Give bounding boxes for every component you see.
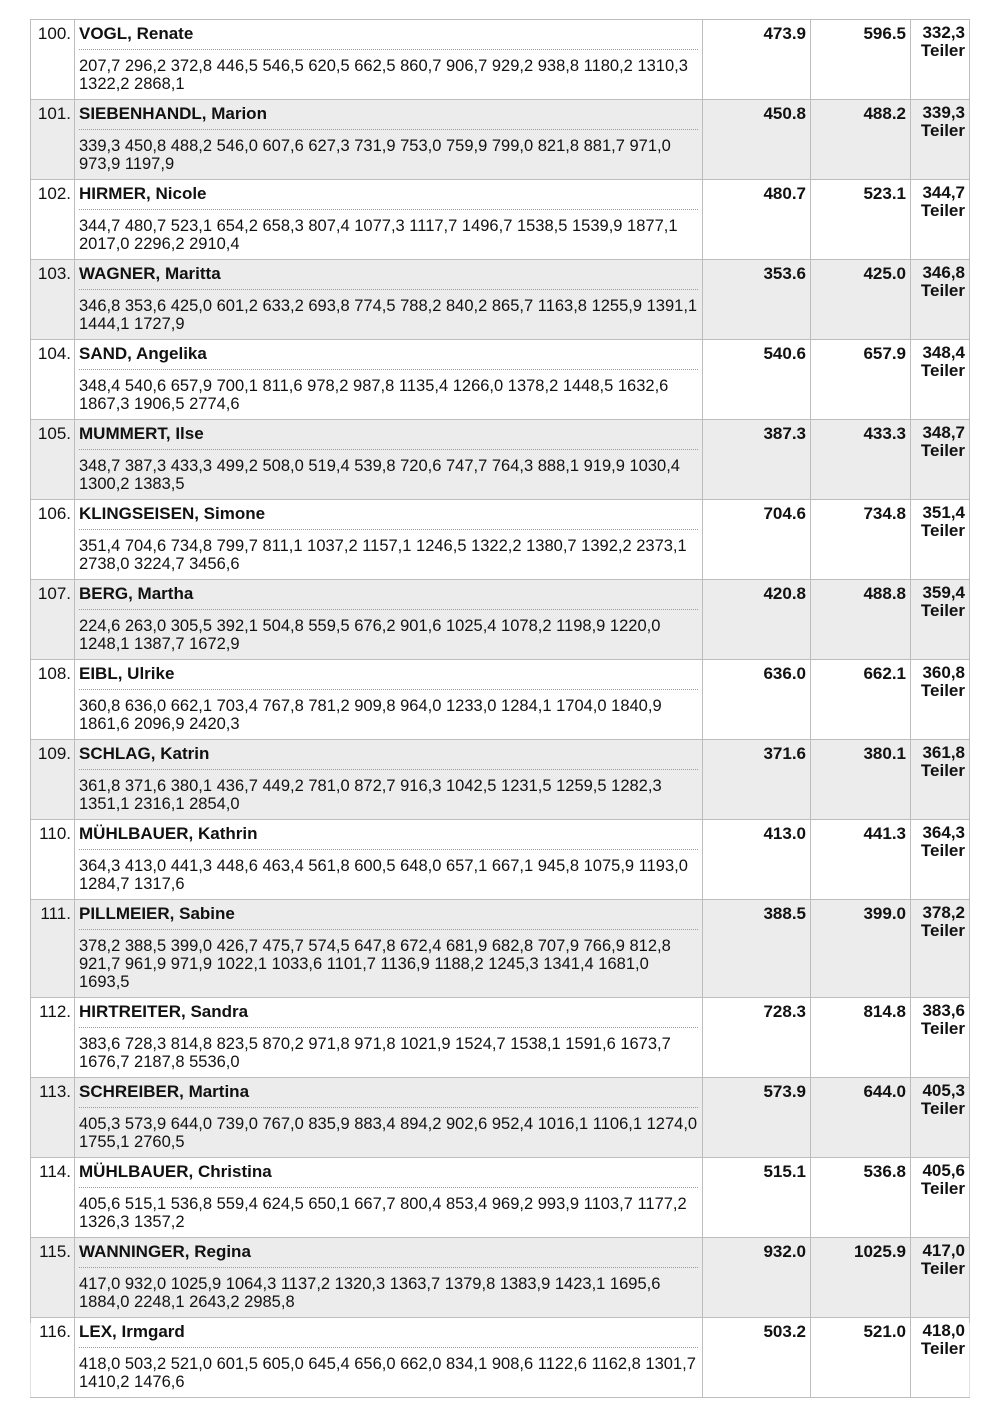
value-2-cell: 441.3	[811, 820, 911, 899]
value-2-cell: 536.8	[811, 1158, 911, 1237]
shooter-name: MUMMERT, Ilse	[79, 424, 698, 450]
shooter-cell	[75, 1158, 703, 1237]
shot-series: 348,4 540,6 657,9 700,1 811,6 978,2 987,8 1135,4 1266,0 1378,2 1448,5 1632,6 1867,3 1906,5 2774,6	[79, 377, 669, 413]
value-1-cell: 704.6	[703, 500, 811, 579]
value-1-cell: 371.6	[703, 740, 811, 819]
best-teiler-value: 359,4	[922, 583, 965, 602]
best-teiler-cell	[911, 100, 969, 179]
value-1-cell: 420.8	[703, 580, 811, 659]
teiler-unit-label: Teiler	[920, 201, 965, 220]
shooter-cell	[75, 420, 703, 499]
value-1-cell: 387.3	[703, 420, 811, 499]
shooter-name: HIRTREITER, Sandra	[79, 1002, 698, 1028]
table-row	[30, 259, 970, 339]
best-teiler-cell	[911, 580, 969, 659]
best-teiler-value: 351,4	[922, 503, 965, 522]
table-row	[30, 1237, 970, 1317]
rank-cell: 111.	[31, 900, 75, 997]
teiler-unit-label: Teiler	[920, 1179, 965, 1198]
best-teiler-cell	[911, 998, 969, 1077]
rank-cell: 110.	[31, 820, 75, 899]
best-teiler-cell	[911, 340, 969, 419]
rank-cell: 112.	[31, 998, 75, 1077]
teiler-unit-label: Teiler	[920, 121, 965, 140]
shooter-name: WAGNER, Maritta	[79, 264, 698, 290]
shooter-name: SAND, Angelika	[79, 344, 698, 370]
rank-cell: 102.	[31, 180, 75, 259]
shot-series: 383,6 728,3 814,8 823,5 870,2 971,8 971,8 1021,9 1524,7 1538,1 1591,6 1673,7 1676,7 2187,8 5536,0	[79, 1035, 671, 1071]
rank-cell: 103.	[31, 260, 75, 339]
table-row	[30, 1157, 970, 1237]
shooter-name: SIEBENHANDL, Marion	[79, 104, 698, 130]
shot-series: 348,7 387,3 433,3 499,2 508,0 519,4 539,8 720,6 747,7 764,3 888,1 919,9 1030,4 1300,2 1383,5	[79, 457, 680, 493]
value-1-cell: 515.1	[703, 1158, 811, 1237]
shooter-cell	[75, 1078, 703, 1157]
value-1-cell: 728.3	[703, 998, 811, 1077]
value-2-cell: 814.8	[811, 998, 911, 1077]
value-2-cell: 425.0	[811, 260, 911, 339]
teiler-unit-label: Teiler	[920, 601, 965, 620]
value-1-cell: 353.6	[703, 260, 811, 339]
table-row	[30, 499, 970, 579]
shooter-cell	[75, 740, 703, 819]
best-teiler-value: 405,6	[922, 1161, 965, 1180]
rank-cell: 100.	[31, 20, 75, 99]
value-1-cell: 388.5	[703, 900, 811, 997]
best-teiler-cell	[911, 500, 969, 579]
rank-cell: 113.	[31, 1078, 75, 1157]
shot-series: 360,8 636,0 662,1 703,4 767,8 781,2 909,8 964,0 1233,0 1284,1 1704,0 1840,9 1861,6 2096,9 2420,3	[79, 697, 662, 733]
shooter-name: EIBL, Ulrike	[79, 664, 698, 690]
shot-series: 405,6 515,1 536,8 559,4 624,5 650,1 667,7 800,4 853,4 969,2 993,9 1103,7 1177,2 1326,3 1357,2	[79, 1195, 687, 1231]
shooter-name: SCHREIBER, Martina	[79, 1082, 698, 1108]
table-row	[30, 997, 970, 1077]
results-table	[30, 19, 970, 1398]
value-2-cell: 1025.9	[811, 1238, 911, 1317]
shot-series: 224,6 263,0 305,5 392,1 504,8 559,5 676,2 901,6 1025,4 1078,2 1198,9 1220,0 1248,1 1387,7 1672,9	[79, 617, 661, 653]
shooter-name: KLINGSEISEN, Simone	[79, 504, 698, 530]
teiler-unit-label: Teiler	[920, 361, 965, 380]
shooter-name: SCHLAG, Katrin	[79, 744, 698, 770]
value-2-cell: 488.2	[811, 100, 911, 179]
value-2-cell: 521.0	[811, 1318, 911, 1397]
value-1-cell: 413.0	[703, 820, 811, 899]
best-teiler-cell	[911, 660, 969, 739]
best-teiler-value: 348,4	[922, 343, 965, 362]
best-teiler-value: 344,7	[922, 183, 965, 202]
shooter-cell	[75, 660, 703, 739]
shooter-name: PILLMEIER, Sabine	[79, 904, 698, 930]
best-teiler-value: 360,8	[922, 663, 965, 682]
table-row	[30, 739, 970, 819]
value-2-cell: 523.1	[811, 180, 911, 259]
shooter-name: LEX, Irmgard	[79, 1322, 698, 1348]
best-teiler-cell	[911, 1158, 969, 1237]
shooter-cell	[75, 998, 703, 1077]
value-2-cell: 399.0	[811, 900, 911, 997]
teiler-unit-label: Teiler	[920, 841, 965, 860]
teiler-unit-label: Teiler	[920, 441, 965, 460]
value-2-cell: 662.1	[811, 660, 911, 739]
shot-series: 351,4 704,6 734,8 799,7 811,1 1037,2 1157,1 1246,5 1322,2 1380,7 1392,2 2373,1 2738,0 3224,7 3456,6	[79, 537, 687, 573]
rank-cell: 106.	[31, 500, 75, 579]
teiler-unit-label: Teiler	[920, 1339, 965, 1358]
teiler-unit-label: Teiler	[920, 41, 965, 60]
value-1-cell: 473.9	[703, 20, 811, 99]
teiler-unit-label: Teiler	[920, 921, 965, 940]
best-teiler-cell	[911, 180, 969, 259]
best-teiler-value: 405,3	[922, 1081, 965, 1100]
rank-cell: 115.	[31, 1238, 75, 1317]
best-teiler-cell	[911, 820, 969, 899]
teiler-unit-label: Teiler	[920, 681, 965, 700]
table-row	[30, 899, 970, 997]
teiler-unit-label: Teiler	[920, 1019, 965, 1038]
shooter-cell	[75, 580, 703, 659]
shooter-name: MÜHLBAUER, Kathrin	[79, 824, 698, 850]
shot-series: 361,8 371,6 380,1 436,7 449,2 781,0 872,7 916,3 1042,5 1231,5 1259,5 1282,3 1351,1 2316,1 2854,0	[79, 777, 662, 813]
rank-cell: 105.	[31, 420, 75, 499]
table-row	[30, 819, 970, 899]
shooter-cell	[75, 20, 703, 99]
best-teiler-cell	[911, 1238, 969, 1317]
value-2-cell: 433.3	[811, 420, 911, 499]
best-teiler-cell	[911, 900, 969, 997]
value-1-cell: 932.0	[703, 1238, 811, 1317]
best-teiler-value: 339,3	[922, 103, 965, 122]
shot-series: 418,0 503,2 521,0 601,5 605,0 645,4 656,0 662,0 834,1 908,6 1122,6 1162,8 1301,7 1410,2 1476,6	[79, 1355, 696, 1391]
value-1-cell: 573.9	[703, 1078, 811, 1157]
page-footer-area	[30, 1323, 970, 1397]
shot-series: 378,2 388,5 399,0 426,7 475,7 574,5 647,8 672,4 681,9 682,8 707,9 766,9 812,8 921,7 961,9 971,9 1022,1 1033,6 1101,7 1136,9 1188,2 1245,3 1341,4 1681,0 1693,5	[79, 937, 671, 991]
rank-cell: 116.	[31, 1318, 75, 1397]
shooter-name: BERG, Martha	[79, 584, 698, 610]
best-teiler-value: 332,3	[922, 23, 965, 42]
teiler-unit-label: Teiler	[920, 1259, 965, 1278]
shooter-cell	[75, 820, 703, 899]
shooter-name: VOGL, Renate	[79, 24, 698, 50]
shooter-cell	[75, 100, 703, 179]
shooter-cell	[75, 500, 703, 579]
shot-series: 346,8 353,6 425,0 601,2 633,2 693,8 774,5 788,2 840,2 865,7 1163,8 1255,9 1391,1 1444,1 1727,9	[79, 297, 698, 333]
table-row	[30, 99, 970, 179]
shot-series: 405,3 573,9 644,0 739,0 767,0 835,9 883,4 894,2 902,6 952,4 1016,1 1106,1 1274,0 1755,1 2760,5	[79, 1115, 698, 1151]
rank-cell: 109.	[31, 740, 75, 819]
best-teiler-cell	[911, 20, 969, 99]
best-teiler-cell	[911, 420, 969, 499]
teiler-unit-label: Teiler	[920, 761, 965, 780]
value-2-cell: 596.5	[811, 20, 911, 99]
table-row	[30, 579, 970, 659]
best-teiler-value: 346,8	[922, 263, 965, 282]
best-teiler-value: 383,6	[922, 1001, 965, 1020]
rank-cell: 107.	[31, 580, 75, 659]
value-1-cell: 503.2	[703, 1318, 811, 1397]
value-2-cell: 488.8	[811, 580, 911, 659]
shooter-cell	[75, 180, 703, 259]
shooter-cell	[75, 260, 703, 339]
shot-series: 339,3 450,8 488,2 546,0 607,6 627,3 731,9 753,0 759,9 799,0 821,8 881,7 971,0 973,9 1197,9	[79, 137, 671, 173]
shooter-cell	[75, 340, 703, 419]
table-row	[30, 179, 970, 259]
shot-series: 207,7 296,2 372,8 446,5 546,5 620,5 662,5 860,7 906,7 929,2 938,8 1180,2 1310,3 1322,2 2868,1	[79, 57, 688, 93]
shot-series: 364,3 413,0 441,3 448,6 463,4 561,8 600,5 648,0 657,1 667,1 945,8 1075,9 1193,0 1284,7 1317,6	[79, 857, 688, 893]
best-teiler-value: 378,2	[922, 903, 965, 922]
best-teiler-value: 364,3	[922, 823, 965, 842]
value-1-cell: 450.8	[703, 100, 811, 179]
table-row	[30, 419, 970, 499]
value-1-cell: 480.7	[703, 180, 811, 259]
teiler-unit-label: Teiler	[920, 281, 965, 300]
teiler-unit-label: Teiler	[920, 521, 965, 540]
shooter-cell	[75, 900, 703, 997]
shooter-name: WANNINGER, Regina	[79, 1242, 698, 1268]
best-teiler-value: 361,8	[922, 743, 965, 762]
best-teiler-cell	[911, 260, 969, 339]
best-teiler-value: 348,7	[922, 423, 965, 442]
value-2-cell: 644.0	[811, 1078, 911, 1157]
shot-series: 417,0 932,0 1025,9 1064,3 1137,2 1320,3 1363,7 1379,8 1383,9 1423,1 1695,6 1884,0 2248,1 2643,2 2985,8	[79, 1275, 661, 1311]
table-row	[30, 1077, 970, 1157]
table-row	[30, 659, 970, 739]
best-teiler-cell	[911, 1078, 969, 1157]
shooter-name: HIRMER, Nicole	[79, 184, 698, 210]
rank-cell: 108.	[31, 660, 75, 739]
shooter-cell	[75, 1238, 703, 1317]
best-teiler-cell	[911, 740, 969, 819]
best-teiler-value: 417,0	[922, 1241, 965, 1260]
best-teiler-value: 418,0	[922, 1321, 965, 1340]
value-1-cell: 636.0	[703, 660, 811, 739]
rank-cell: 104.	[31, 340, 75, 419]
rank-cell: 114.	[31, 1158, 75, 1237]
rank-cell: 101.	[31, 100, 75, 179]
teiler-unit-label: Teiler	[920, 1099, 965, 1118]
value-1-cell: 540.6	[703, 340, 811, 419]
value-2-cell: 657.9	[811, 340, 911, 419]
table-row	[30, 19, 970, 99]
value-2-cell: 734.8	[811, 500, 911, 579]
shot-series: 344,7 480,7 523,1 654,2 658,3 807,4 1077,3 1117,7 1496,7 1538,5 1539,9 1877,1 2017,0 2296,2 2910,4	[79, 217, 678, 253]
table-row	[30, 339, 970, 419]
value-2-cell: 380.1	[811, 740, 911, 819]
shooter-name: MÜHLBAUER, Christina	[79, 1162, 698, 1188]
